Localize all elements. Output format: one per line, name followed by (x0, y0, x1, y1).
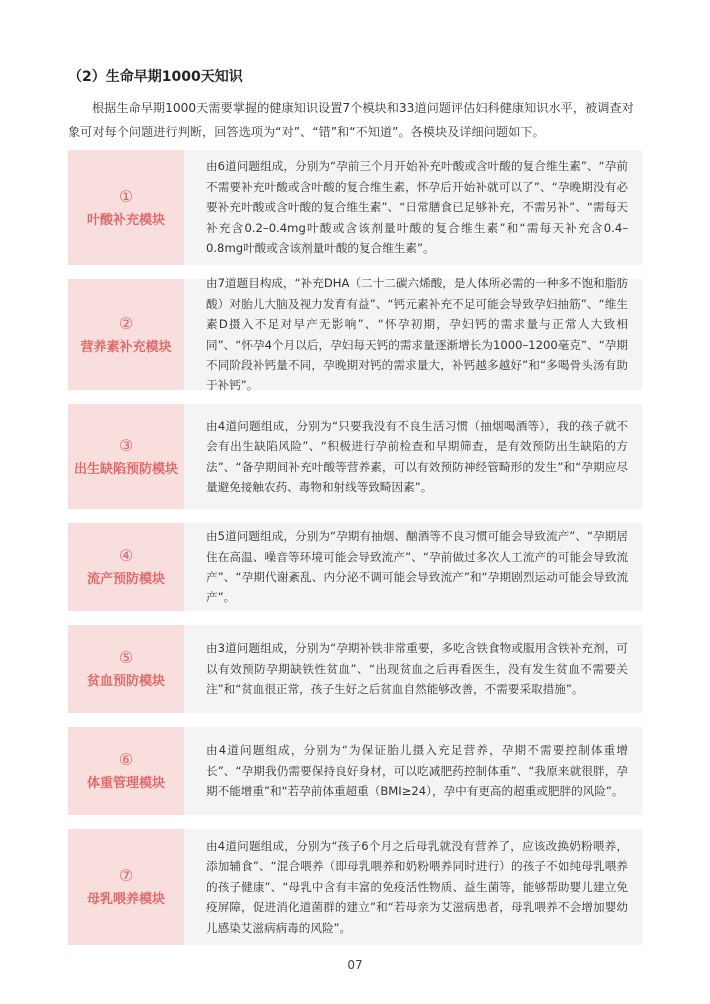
module-number: ② (118, 313, 134, 333)
module-description: 由4道问题组成，分别为“只要我没有不良生活习惯（抽烟喝酒等），我的孩子就不会有出生缺陷风险”、“积极进行孕前检查和早期筛查，是有效预防出生缺陷的方法”、“备孕期间补充叶酸等营养素，可以有效预防神经管畸形的发生”和“孕期应尽量避免接触农药、毒物和射线等致畸因素”。 (206, 418, 628, 494)
module-label (68, 150, 184, 265)
module-box (68, 829, 642, 945)
section-heading: （2）生命早期1000天知识 (68, 69, 243, 85)
module-description: 由3道问题组成，分别为“孕期补铁非常重要，多吃含铁食物或服用含铁补充剂，可以有效预防孕期缺铁性贫血”、“出现贫血之后再看医生，没有发生贫血不需要关注”和“贫血很正常，孩子生好之后贫血自然能够改善，不需要采取措施”。 (206, 641, 628, 697)
module-number: ① (118, 186, 134, 206)
page-number: 07 (347, 958, 363, 972)
module-label (68, 523, 184, 611)
module-description: 由7道题目构成，“补充DHA（二十二碳六烯酸，是人体所必需的一种多不饱和脂肪酸）对胎儿大脑及视力发育有益”、“钙元素补充不足可能会导致孕妇抽筋”、“维生素D摄入不足对早产无影响”、“怀孕初期，孕妇钙的需求量与正常人大致相同”、“怀孕4个月以后，孕妇每天钙的需求量逐渐增长为1000–1200毫克”、“孕期不同阶段补钙量不同，孕晚期对钙的需求量大，补钙越多越好”和“多喝骨头汤有助于补钙”。 (206, 276, 628, 393)
module-label (68, 404, 184, 509)
module-label (68, 625, 184, 713)
module-name: 叶酸补充模块 (86, 212, 165, 228)
module-box (68, 276, 642, 393)
module-name: 贫血预防模块 (86, 674, 165, 689)
module-description: 由4道问题组成，分别为“为保证胎儿摄入充足营养，孕期不需要控制体重增长”、“孕期我仍需要保持良好身材，可以吃减肥药控制体重”、“我原来就很胖，孕期不能增重”和“若孕前体重超重（BMI≥24），孕中有更高的超重或肥胖的风险”。 (206, 743, 628, 799)
module-box (68, 727, 642, 815)
module-number: ③ (118, 435, 134, 455)
module-name: 体重管理模块 (86, 776, 165, 791)
intro-paragraph: 根据生命早期1000天需要掌握的健康知识设置7个模块和33道问题评估妇科健康知识水平，被调查对象可对每个问题进行判断，回答选项为“对”、“错”和“不知道”。各模块及详细问题如下。 (68, 101, 634, 139)
module-label (68, 829, 184, 945)
module-name: 流产预防模块 (86, 572, 165, 587)
module-box (68, 523, 642, 611)
module-number: ⑤ (118, 648, 134, 667)
module-name: 营养素补充模块 (80, 339, 172, 355)
module-description: 由6道问题组成，分别为“孕前三个月开始补充叶酸或含叶酸的复合维生素”、“孕前不需要补充叶酸或含叶酸的复合维生素，怀孕后开始补就可以了”、“孕晚期没有必要补充叶酸或含叶酸的复合维生素”、“日常膳食已足够补充，不需另补”、“需每天补充含0.2–0.4mg叶酸或含该剂量叶酸的复合维生素”和“需每天补充含0.4–0.8mg叶酸或含该剂量叶酸的复合维生素”。 (206, 159, 628, 256)
module-description: 由4道问题组成，分别为“孩子6个月之后母乳就没有营养了，应该改换奶粉喂养，添加辅食”、“混合喂养（即母乳喂养和奶粉喂养同时进行）的孩子不如纯母乳喂养的孩子健康”、“母乳中含有丰富的免疫活性物质、益生菌等，能够帮助婴儿建立免疫屏障，促进消化道菌群的建立”和“若母亲为艾滋病患者，母乳喂养不会增加婴幼儿感染艾滋病病毒的风险”。 (206, 838, 628, 935)
module-name: 出生缺陷预防模块 (73, 461, 178, 477)
module-number: ⑥ (118, 750, 134, 769)
module-name: 母乳喂养模块 (86, 892, 165, 907)
module-box (68, 625, 642, 713)
module-number: ⑦ (118, 866, 134, 885)
module-box (68, 150, 642, 265)
module-label (68, 279, 184, 390)
module-label (68, 727, 184, 815)
module-list (68, 150, 642, 959)
module-description: 由5道问题组成，分别为“孕期有抽烟、酗酒等不良习惯可能会导致流产”、“孕期居住在高温、噪音等环境可能会导致流产”、“孕前做过多次人工流产的可能会导致流产”、“孕期代谢紊乱、内分泌不调可能会导致流产”和“孕期剧烈运动可能会导致流产”。 (206, 529, 628, 605)
module-number: ④ (118, 546, 134, 565)
module-box (68, 404, 642, 509)
